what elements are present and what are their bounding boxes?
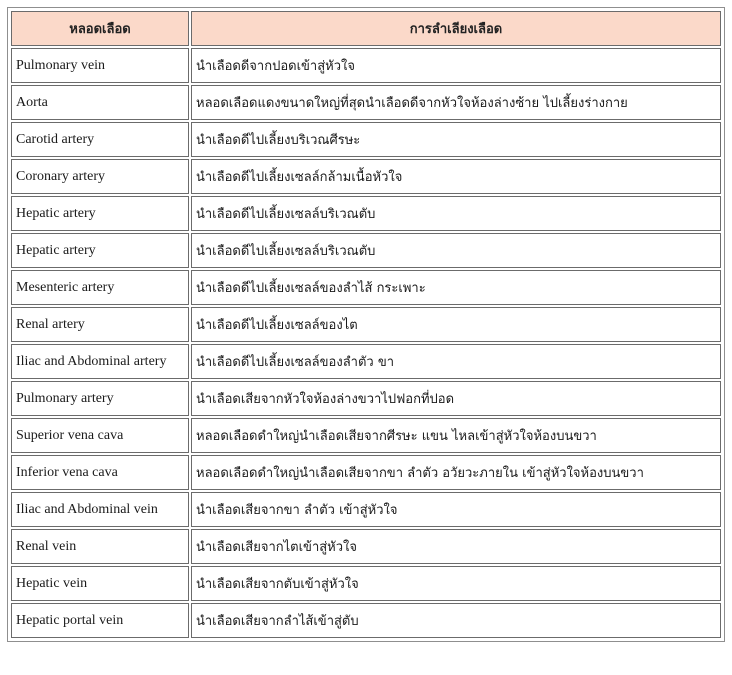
vessel-name-cell: Mesenteric artery [11,270,189,305]
table-row [11,159,721,194]
table-row [11,196,721,231]
table-row [11,418,721,453]
vessel-function-cell: นำเลือดดีไปเลี้ยงเซลล์ของไต [191,307,721,342]
table-row [11,85,721,120]
table-row [11,48,721,83]
table-row [11,122,721,157]
vessel-name-cell: Hepatic portal vein [11,603,189,638]
table-row [11,603,721,638]
vessel-function-cell: นำเลือดดีไปเลี้ยงเซลล์ของลำตัว ขา [191,344,721,379]
vessel-function-cell: นำเลือดดีไปเลี้ยงเซลล์บริเวณตับ [191,233,721,268]
vessel-name-cell: Coronary artery [11,159,189,194]
header-function: การลำเลียงเลือด [191,11,721,46]
vessel-function-cell: นำเลือดเสียจากไตเข้าสู่หัวใจ [191,529,721,564]
vessel-function-cell: หลอดเลือดดำใหญ่นำเลือดเสียจากขา ลำตัว อวัยวะภายใน เข้าสู่หัวใจห้องบนขวา [191,455,721,490]
vessel-name-cell: Hepatic artery [11,233,189,268]
vessel-name-cell: Pulmonary vein [11,48,189,83]
vessel-name-cell: Renal artery [11,307,189,342]
vessel-function-cell: นำเลือดดีจากปอดเข้าสู่หัวใจ [191,48,721,83]
table-row [11,270,721,305]
vessel-function-cell: นำเลือดดีไปเลี้ยงบริเวณศีรษะ [191,122,721,157]
vessel-name-cell: Aorta [11,85,189,120]
vessel-name-cell: Carotid artery [11,122,189,157]
header-vessel: หลอดเลือด [11,11,189,46]
table-row [11,381,721,416]
vessel-function-cell: หลอดเลือดดำใหญ่นำเลือดเสียจากศีรษะ แขน ไหลเข้าสู่หัวใจห้องบนขวา [191,418,721,453]
vessel-name-cell: Inferior vena cava [11,455,189,490]
vessel-function-cell: นำเลือดเสียจากตับเข้าสู่หัวใจ [191,566,721,601]
vessel-name-cell: Hepatic vein [11,566,189,601]
table-row [11,344,721,379]
vessel-function-cell: นำเลือดดีไปเลี้ยงเซลล์บริเวณตับ [191,196,721,231]
vessel-function-cell: นำเลือดเสียจากหัวใจห้องล่างขวาไปฟอกที่ปอด [191,381,721,416]
table-row [11,529,721,564]
blood-vessel-table-frame [7,7,725,642]
vessel-name-cell: Hepatic artery [11,196,189,231]
blood-vessel-table [9,9,723,640]
vessel-function-cell: นำเลือดเสียจากลำไส้เข้าสู่ตับ [191,603,721,638]
vessel-name-cell: Superior vena cava [11,418,189,453]
vessel-function-cell: หลอดเลือดแดงขนาดใหญ่ที่สุดนำเลือดดีจากหัวใจห้องล่างซ้าย ไปเลี้ยงร่างกาย [191,85,721,120]
table-header-row [11,11,721,46]
vessel-function-cell: นำเลือดเสียจากขา ลำตัว เข้าสู่หัวใจ [191,492,721,527]
vessel-function-cell: นำเลือดดีไปเลี้ยงเซลล์กล้ามเนื้อหัวใจ [191,159,721,194]
vessel-name-cell: Iliac and Abdominal artery [11,344,189,379]
table-row [11,307,721,342]
vessel-name-cell: Pulmonary artery [11,381,189,416]
table-row [11,455,721,490]
vessel-name-cell: Iliac and Abdominal vein [11,492,189,527]
table-row [11,566,721,601]
table-row [11,492,721,527]
vessel-name-cell: Renal vein [11,529,189,564]
table-row [11,233,721,268]
vessel-function-cell: นำเลือดดีไปเลี้ยงเซลล์ของลำไส้ กระเพาะ [191,270,721,305]
